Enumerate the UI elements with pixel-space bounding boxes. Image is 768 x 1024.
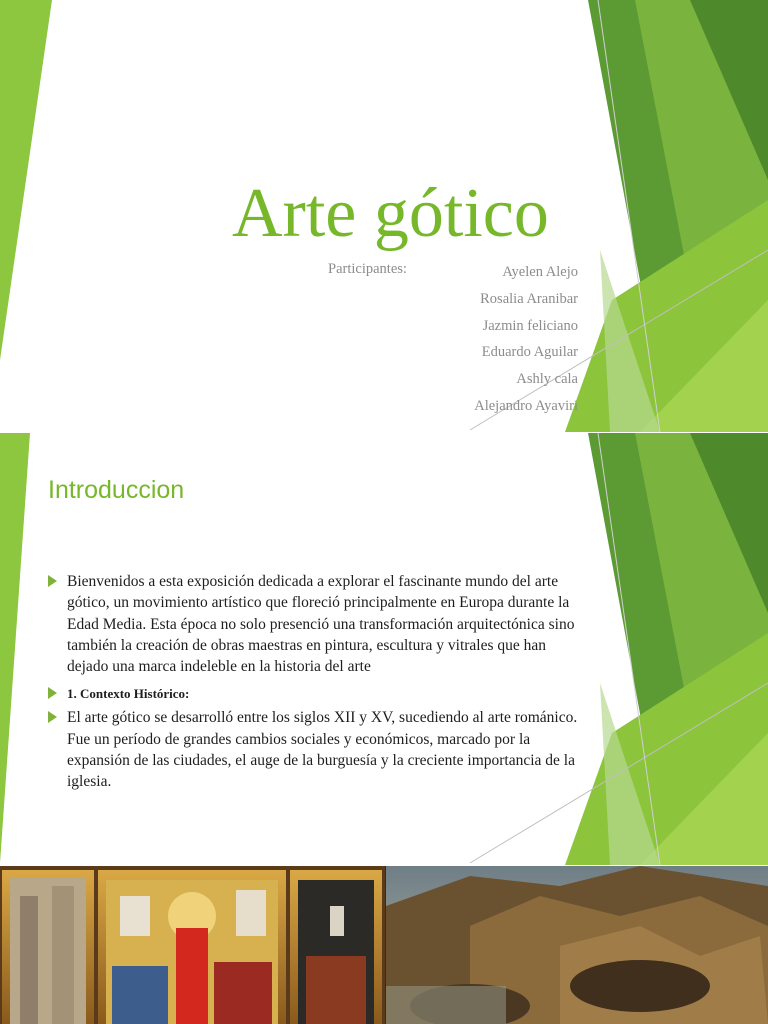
title-slide: [0, 0, 768, 432]
gothic-painting-image: [0, 866, 768, 1024]
bullet-text: Bienvenidos a esta exposición dedicada a explorar el fascinante mundo del arte gótico, un movimiento artístico que floreció principalmente en Europa durante la Edad Media. Esta época no solo presenció una transformación arquitectónica sino también la creación de obras maestras en pintura, escultura y vitrales que han dejado una marca indeleble en la historia del arte: [67, 573, 575, 676]
bullet-text: 1. Contexto Histórico:: [67, 686, 190, 702]
bullet-item: [48, 684, 588, 704]
bullet-text: El arte gótico se desarrolló entre los siglos XII y XV, sucediendo al arte románico. Fue un período de grandes cambios sociales y económicos, marcado por la expansión de las ciudades, el auge de la burguesía y la creciente importancia de la iglesia.: [67, 709, 578, 791]
slide-heading: Introduccion: [48, 476, 185, 504]
participant-name: Rosalia Aranibar: [480, 290, 578, 307]
participant-name: Ayelen Alejo: [502, 264, 578, 280]
slide-title: Arte gótico: [232, 175, 549, 252]
bullet-item: [48, 571, 588, 677]
bullet-arrow-icon: [48, 711, 57, 723]
participants-list: [474, 259, 578, 420]
intro-slide: [0, 433, 768, 865]
participants-label: Participantes:: [328, 261, 407, 277]
participant-name: Eduardo Aguilar: [481, 344, 578, 361]
participant-name: Ashly cala: [516, 371, 578, 388]
artwork-slide: [0, 866, 768, 1024]
bullet-item: [48, 707, 588, 792]
participant-name: Alejandro Ayaviri: [474, 397, 578, 414]
bullet-arrow-icon: [48, 575, 57, 587]
participant-name: Jazmin feliciano: [482, 317, 578, 334]
bullet-list: [48, 571, 588, 800]
bullet-arrow-icon: [48, 687, 57, 699]
